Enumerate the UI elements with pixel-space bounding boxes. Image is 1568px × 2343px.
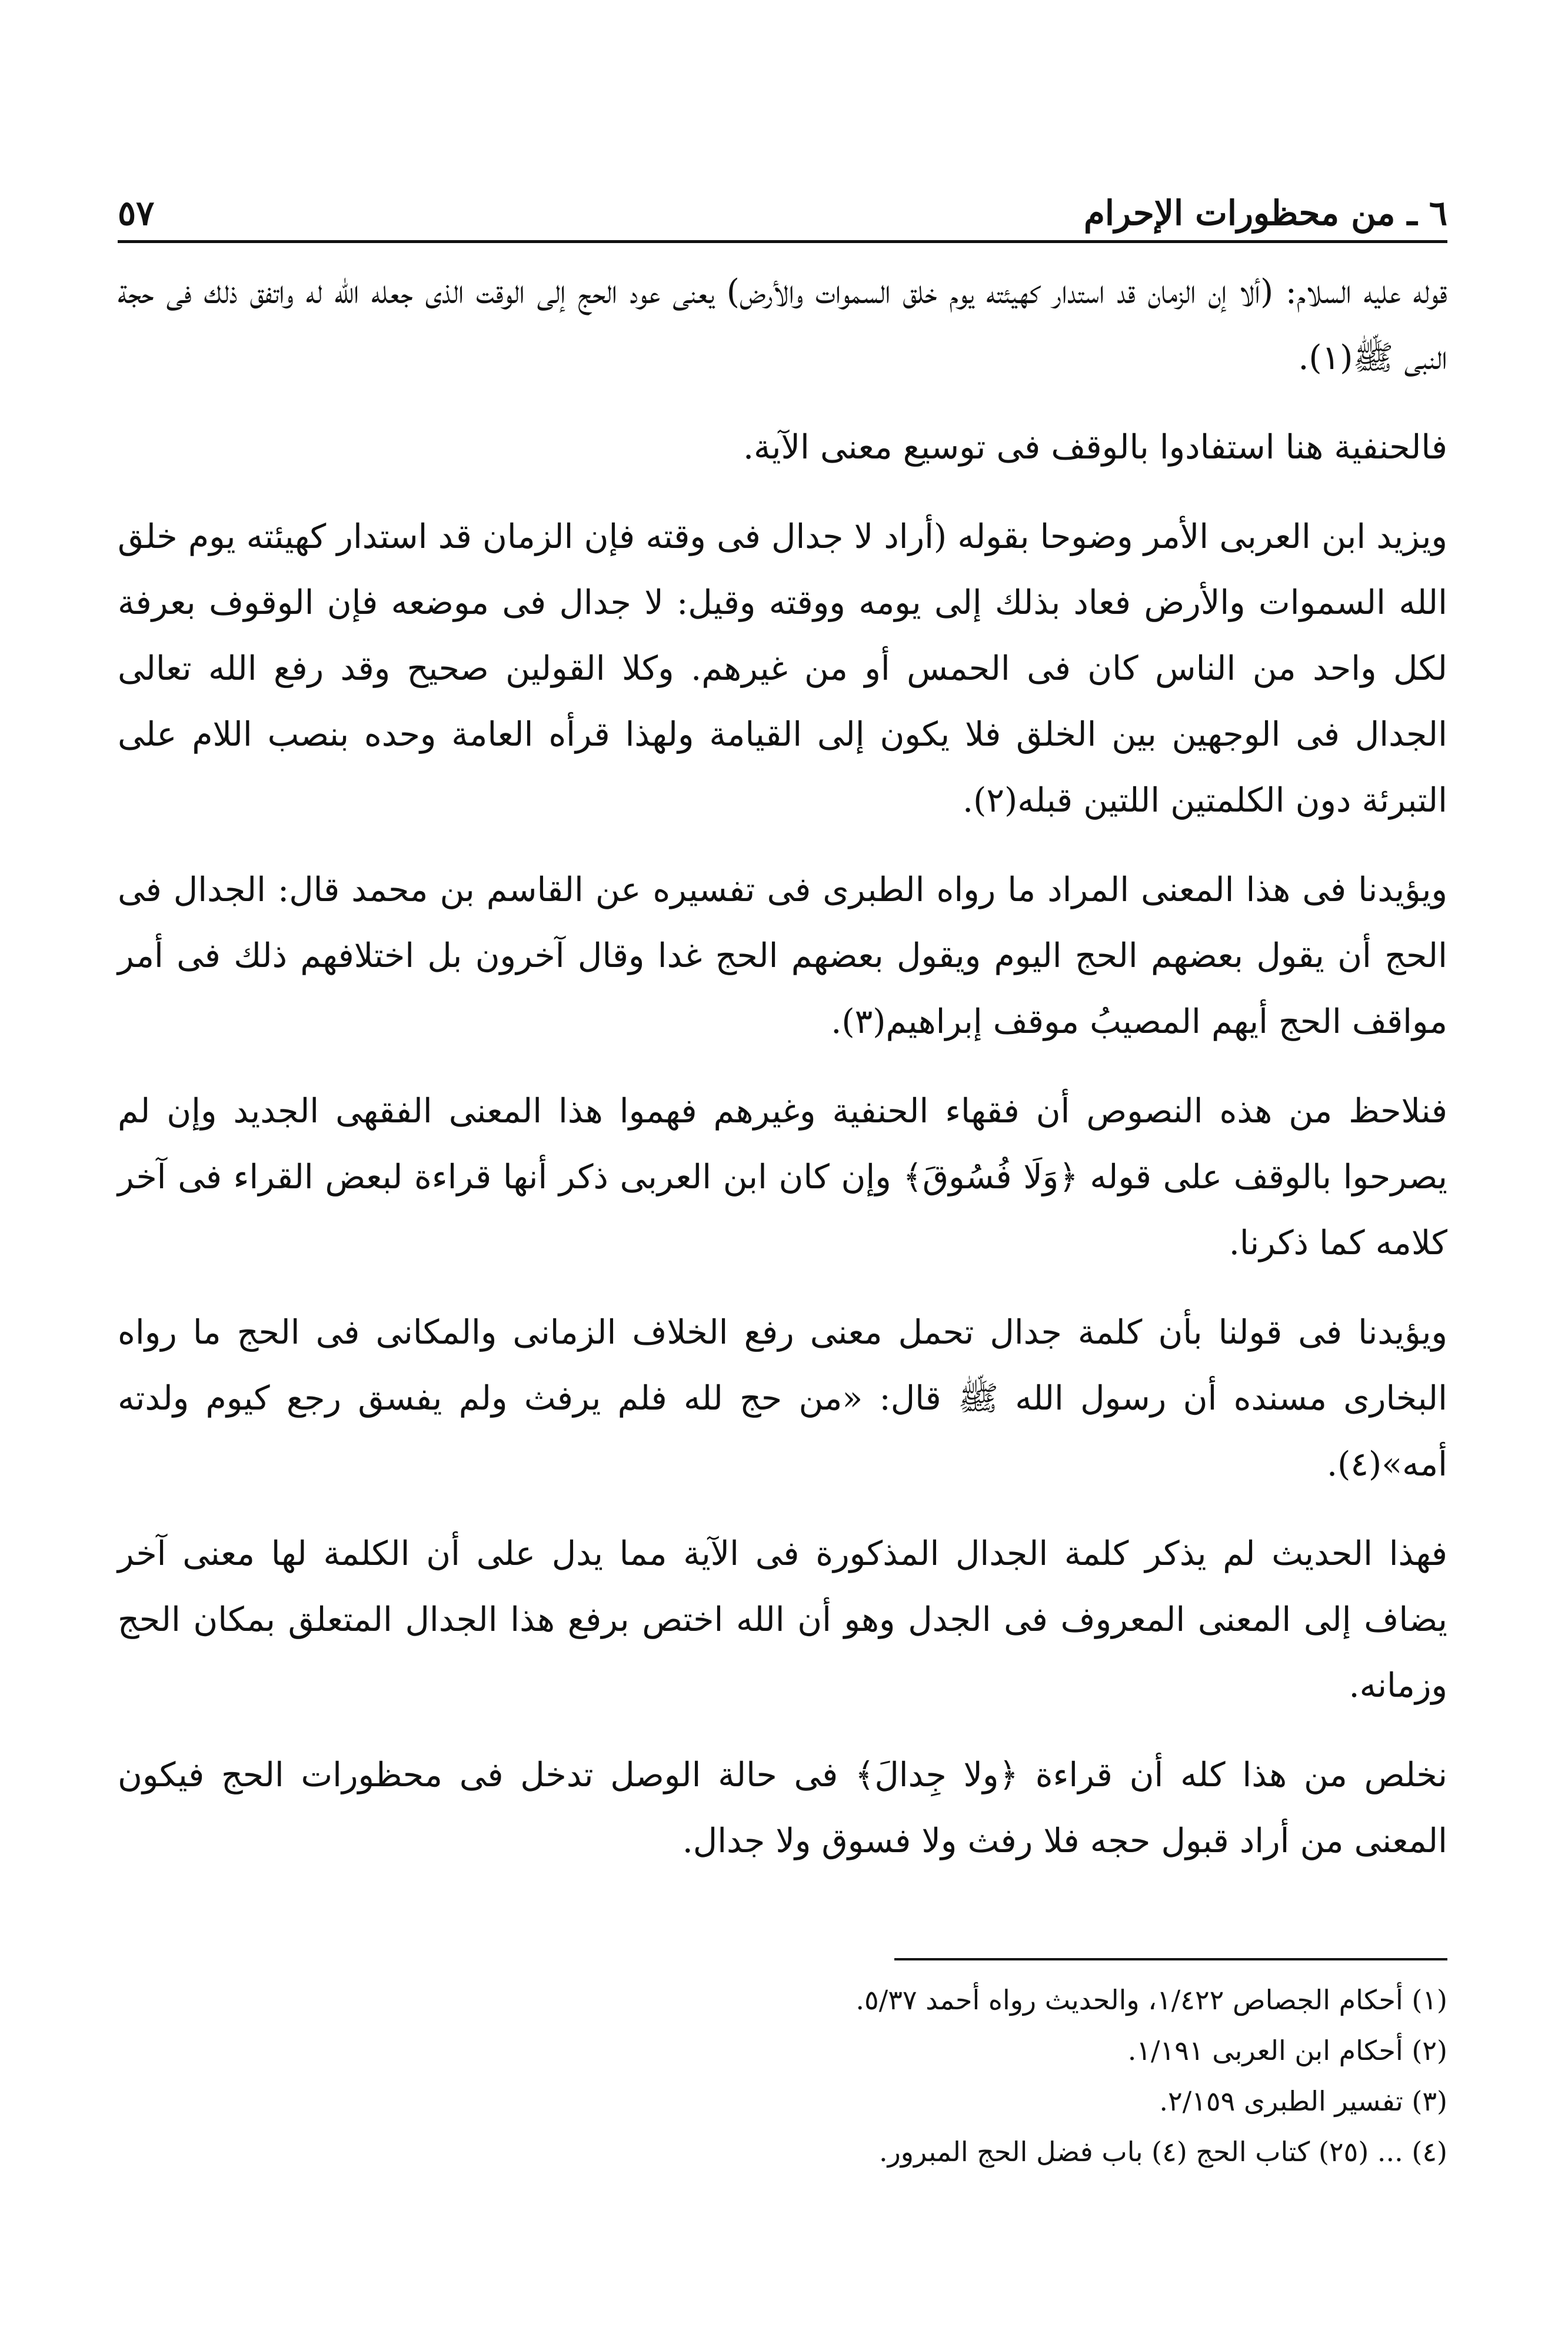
paragraph: فالحنفية هنا استفادوا بالوقف فى توسيع معنى الآية. xyxy=(743,428,1447,467)
paragraph: نخلص من هذا كله أن قراءة ﴿ولا جِدالَ﴾ فى حالة الوصل تدخل فى محظورات الحج فيكون المعنى من أراد قبول حجه فلا رفث ولا فسوق ولا جدال. xyxy=(118,1756,1447,1860)
footnotes xyxy=(118,1975,1447,2177)
paragraph: ويزيد ابن العربى الأمر وضوحا بقوله (أراد لا جدال فى وقته فإن الزمان قد استدار كهيئته يوم خلق الله السموات والأرض فعاد بذلك إلى يومه ووقته وقيل: لا جدال فى موضعه فإن الوقوف بعرفة لكل واحد من الناس كان فى الحمس أو من غيرهم. وكلا القولين صحيح وقد رفع الله تعالى الجدال فى الوجهين بين الخلق فلا يكون إلى القيامة ولهذا قرأه العامة وحده بنصب اللام على التبرئة دون الكلمتين اللتين قبله(٢). xyxy=(118,517,1447,820)
page-number: ٥٧ xyxy=(118,193,155,233)
footnote-rule xyxy=(894,1958,1447,1960)
footnote: (٣) تفسير الطبرى ٢/١٥٩. xyxy=(1159,2085,1447,2117)
footnote: (١) أحكام الجصاص ١/٤٢٢، والحديث رواه أحمد ٥/٣٧. xyxy=(855,1984,1447,2016)
paragraph: فهذا الحديث لم يذكر كلمة الجدال المذكورة فى الآية مما يدل على أن الكلمة لها معنى آخر يضاف إلى المعنى المعروف فى الجدل وهو أن الله اختص برفع هذا الجدال المتعلق بمكان الحج وزمانه. xyxy=(118,1534,1447,1705)
body-text xyxy=(118,259,1447,1897)
chapter-title: ٦ ـ من محظورات الإحرام xyxy=(1084,193,1447,233)
header-rule xyxy=(118,240,1447,243)
paragraph: فنلاحظ من هذه النصوص أن فقهاء الحنفية وغيرهم فهموا هذا المعنى الفقهى الجديد وإن لم يصرحوا بالوقف على قوله ﴿وَلَا فُسُوقَ﴾ وإن كان ابن العربى ذكر أنها قراءة لبعض القراء فى آخر كلامه كما ذكرنا. xyxy=(118,1092,1447,1262)
paragraph: ويؤيدنا فى قولنا بأن كلمة جدال تحمل معنى رفع الخلاف الزمانى والمكانى فى الحج ما رواه البخارى مسنده أن رسول الله ﷺ قال: «من حج لله فلم يرفث ولم يفسق رجع كيوم ولدته أمه»(٤). xyxy=(118,1313,1447,1484)
footnote: (٤) ... (٢٥) كتاب الحج (٤) باب فضل الحج المبرور. xyxy=(878,2136,1447,2168)
paragraph: ويؤيدنا فى هذا المعنى المراد ما رواه الطبرى فى تفسيره عن القاسم بن محمد قال: الجدال فى الحج أن يقول بعضهم الحج اليوم ويقول بعضهم الحج غدا وقال آخرون بل اختلافهم ذلك فى أمر مواقف الحج أيهم المصيبُ موقف إبراهيم(٣). xyxy=(118,870,1447,1041)
paragraph: قوله عليه السلام: (ألا إن الزمان قد استدار كهيئته يوم خلق السموات والأرض) يعنى عود الحج إلى الوقت الذى جعله الله له واتفق ذلك فى حجة النبى ﷺ(١). xyxy=(118,272,1447,377)
footnote: (٢) أحكام ابن العربى ١/١٩١. xyxy=(1127,2035,1447,2066)
